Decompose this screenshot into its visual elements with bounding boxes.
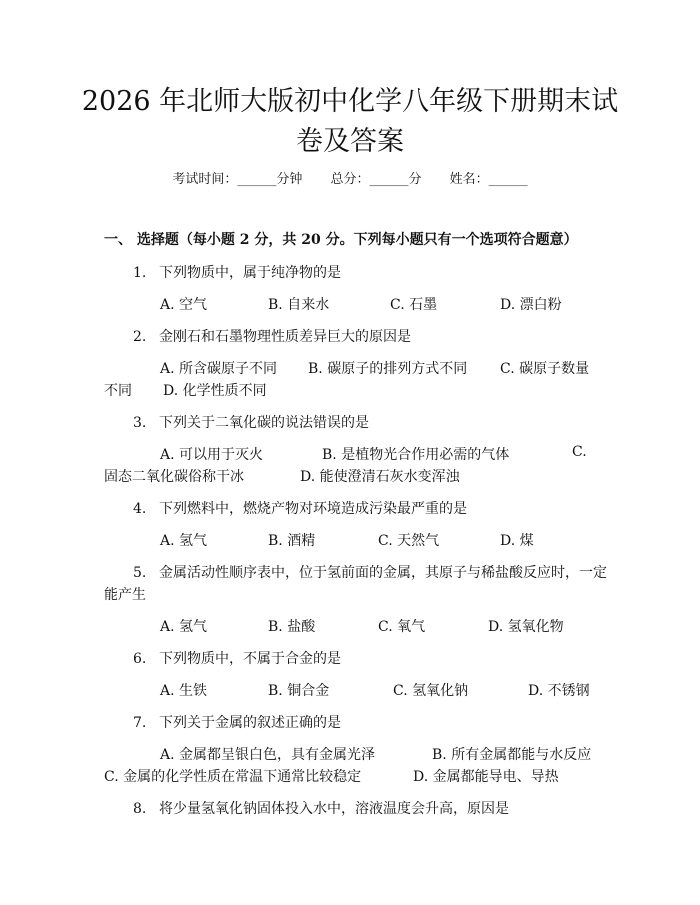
- exam-name: 姓名：______: [449, 172, 528, 187]
- question-number: 4.: [133, 501, 147, 517]
- option-c-continued: 固态二氧化碳俗称干冰: [104, 469, 244, 485]
- option-c: C. 碳原子数量: [500, 361, 590, 377]
- option-a: A. 空气: [160, 297, 208, 313]
- option-c: C. 天然气: [378, 533, 440, 549]
- option-a: A. 氢气: [160, 533, 208, 549]
- option-c: C.: [572, 444, 587, 460]
- question-text: 下列物质中，不属于合金的是: [159, 651, 341, 667]
- exam-title-line1: 2026 年北师大版初中化学八年级下册期末试: [81, 86, 619, 117]
- question-number: 3.: [133, 415, 147, 431]
- option-c: C. 氧气: [378, 619, 426, 635]
- option-a: A. 可以用于灭火: [160, 447, 264, 463]
- option-c: C. 氢氧化钠: [393, 683, 469, 699]
- exam-meta: [0, 168, 700, 187]
- question-7: [133, 712, 341, 732]
- question-5-continued: 能产生: [104, 587, 146, 603]
- question-3: [133, 412, 369, 432]
- question-2: [133, 326, 411, 346]
- option-a: A. 金属都呈银白色，具有金属光泽: [160, 747, 376, 763]
- question-5: [133, 562, 607, 582]
- question-4: [133, 498, 467, 518]
- option-b: B. 自来水: [268, 297, 330, 313]
- question-8: [133, 798, 509, 818]
- question-number: 5.: [133, 565, 147, 581]
- question-text: 下列关于金属的叙述正确的是: [159, 715, 341, 731]
- option-b: B. 铜合金: [268, 683, 330, 699]
- section-heading: 一、 选择题（每小题 2 分，共 20 分。下列每小题只有一个选项符合题意）: [104, 232, 578, 248]
- question-number: 6.: [133, 651, 147, 667]
- option-d: D. 金属都能导电、导热: [413, 769, 559, 785]
- option-d: D. 不锈钢: [528, 683, 590, 699]
- exam-time: 考试时间：______分钟: [172, 172, 303, 187]
- option-d: D. 漂白粉: [500, 297, 562, 313]
- option-b: B. 是植物光合作用必需的气体: [322, 447, 510, 463]
- question-1: [133, 262, 341, 282]
- question-text: 下列物质中，属于纯净物的是: [159, 265, 341, 281]
- question-text: 金属活动性顺序表中，位于氢前面的金属，其原子与稀盐酸反应时，一定: [159, 565, 607, 581]
- question-text: 下列关于二氧化碳的说法错误的是: [159, 415, 369, 431]
- option-a: A. 生铁: [160, 683, 208, 699]
- option-d: D. 煤: [500, 533, 534, 549]
- exam-title-line2: 卷及答案: [296, 126, 404, 157]
- option-b: B. 所有金属都能与水反应: [432, 747, 592, 763]
- question-6: [133, 648, 341, 668]
- option-d: D. 能使澄清石灰水变浑浊: [300, 469, 460, 485]
- question-text: 下列燃料中，燃烧产物对环境造成污染最严重的是: [159, 501, 467, 517]
- question-text: 将少量氢氧化钠固体投入水中，溶液温度会升高，原因是: [159, 801, 509, 817]
- option-c: C. 金属的化学性质在常温下通常比较稳定: [104, 769, 362, 785]
- option-c-continued: 不同: [104, 383, 132, 399]
- option-b: B. 碳原子的排列方式不同: [308, 361, 468, 377]
- option-a: A. 所含碳原子不同: [160, 361, 278, 377]
- option-a: A. 氢气: [160, 619, 208, 635]
- exam-score: 总分：______分: [330, 172, 422, 187]
- question-number: 8.: [133, 801, 147, 817]
- option-c: C. 石墨: [390, 297, 438, 313]
- option-d: D. 氢氧化物: [488, 619, 564, 635]
- option-b: B. 酒精: [268, 533, 316, 549]
- question-text: 金刚石和石墨物理性质差异巨大的原因是: [159, 329, 411, 345]
- option-b: B. 盐酸: [268, 619, 316, 635]
- question-number: 7.: [133, 715, 147, 731]
- question-number: 1.: [133, 265, 147, 281]
- question-number: 2.: [133, 329, 147, 345]
- option-d: D. 化学性质不同: [163, 383, 267, 399]
